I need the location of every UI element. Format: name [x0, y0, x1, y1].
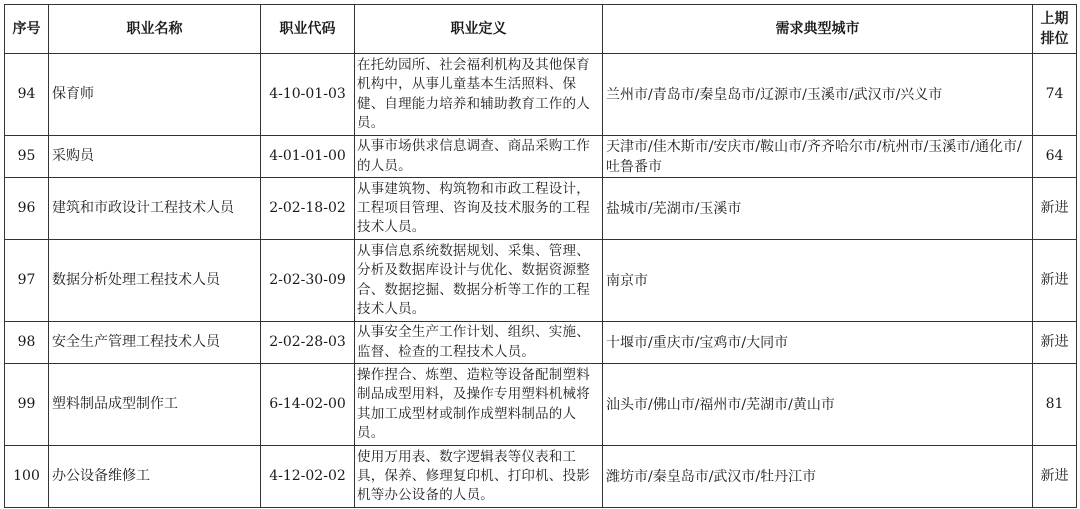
cell-code: 2-02-28-03 — [261, 322, 355, 364]
cell-cities: 盐城市/芜湖市/玉溪市 — [603, 178, 1033, 240]
header-row — [5, 5, 1077, 54]
table-row — [5, 446, 1077, 508]
cell-code: 4-12-02-02 — [261, 446, 355, 508]
cell-index: 98 — [5, 322, 49, 364]
header-cities: 需求典型城市 — [603, 5, 1033, 54]
cell-code: 4-10-01-03 — [261, 54, 355, 136]
cell-cities: 汕头市/佛山市/福州市/芜湖市/黄山市 — [603, 364, 1033, 446]
cell-prev-rank: 74 — [1033, 54, 1077, 136]
cell-definition: 从事信息系统数据规划、采集、管理、分析及数据库设计与优化、数据资源整合、数据挖掘、数据分析等工作的工程技术人员。 — [355, 240, 603, 322]
cell-code: 4-01-01-00 — [261, 136, 355, 178]
cell-code: 2-02-30-09 — [261, 240, 355, 322]
cell-index: 94 — [5, 54, 49, 136]
cell-definition: 在托幼园所、社会福利机构及其他保育机构中，从事儿童基本生活照料、保健、自理能力培养和辅助教育工作的人员。 — [355, 54, 603, 136]
cell-prev-rank: 新进 — [1033, 240, 1077, 322]
table-row — [5, 240, 1077, 322]
cell-cities: 天津市/佳木斯市/安庆市/鞍山市/齐齐哈尔市/杭州市/玉溪市/通化市/吐鲁番市 — [603, 136, 1033, 178]
occupation-table — [4, 4, 1077, 508]
header-prev-rank — [1033, 5, 1077, 54]
table-row — [5, 322, 1077, 364]
cell-name: 采购员 — [49, 136, 261, 178]
cell-cities: 兰州市/青岛市/秦皇岛市/辽源市/玉溪市/武汉市/兴义市 — [603, 54, 1033, 136]
header-code: 职业代码 — [261, 5, 355, 54]
table-row — [5, 136, 1077, 178]
cell-index: 99 — [5, 364, 49, 446]
header-name: 职业名称 — [49, 5, 261, 54]
cell-prev-rank: 64 — [1033, 136, 1077, 178]
cell-cities: 南京市 — [603, 240, 1033, 322]
cell-name: 塑料制品成型制作工 — [49, 364, 261, 446]
cell-name: 安全生产管理工程技术人员 — [49, 322, 261, 364]
table-row — [5, 54, 1077, 136]
cell-name: 建筑和市政设计工程技术人员 — [49, 178, 261, 240]
table-row — [5, 364, 1077, 446]
cell-name: 办公设备维修工 — [49, 446, 261, 508]
cell-index: 96 — [5, 178, 49, 240]
cell-definition: 从事建筑物、构筑物和市政工程设计，工程项目管理、咨询及技术服务的工程技术人员。 — [355, 178, 603, 240]
header-definition: 职业定义 — [355, 5, 603, 54]
header-index: 序号 — [5, 5, 49, 54]
cell-cities: 潍坊市/秦皇岛市/武汉市/牡丹江市 — [603, 446, 1033, 508]
cell-name: 数据分析处理工程技术人员 — [49, 240, 261, 322]
header-prev-rank-line2: 排位 — [1040, 31, 1069, 47]
table-row — [5, 178, 1077, 240]
cell-index: 97 — [5, 240, 49, 322]
cell-prev-rank: 新进 — [1033, 322, 1077, 364]
cell-definition: 从事安全生产工作计划、组织、实施、监督、检查的工程技术人员。 — [355, 322, 603, 364]
cell-index: 100 — [5, 446, 49, 508]
cell-prev-rank: 新进 — [1033, 178, 1077, 240]
cell-code: 2-02-18-02 — [261, 178, 355, 240]
cell-cities: 十堰市/重庆市/宝鸡市/大同市 — [603, 322, 1033, 364]
cell-definition: 操作捏合、炼塑、造粒等设备配制塑料制品成型用料，及操作专用塑料机械将其加工成型材或制作成塑料制品的人员。 — [355, 364, 603, 446]
header-prev-rank-line1: 上期 — [1040, 11, 1069, 27]
cell-index: 95 — [5, 136, 49, 178]
cell-prev-rank: 新进 — [1033, 446, 1077, 508]
cell-code: 6-14-02-00 — [261, 364, 355, 446]
cell-prev-rank: 81 — [1033, 364, 1077, 446]
cell-definition: 从事市场供求信息调查、商品采购工作的人员。 — [355, 136, 603, 178]
cell-name: 保育师 — [49, 54, 261, 136]
cell-definition: 使用万用表、数字逻辑表等仪表和工具，保养、修理复印机、打印机、投影机等办公设备的人员。 — [355, 446, 603, 508]
